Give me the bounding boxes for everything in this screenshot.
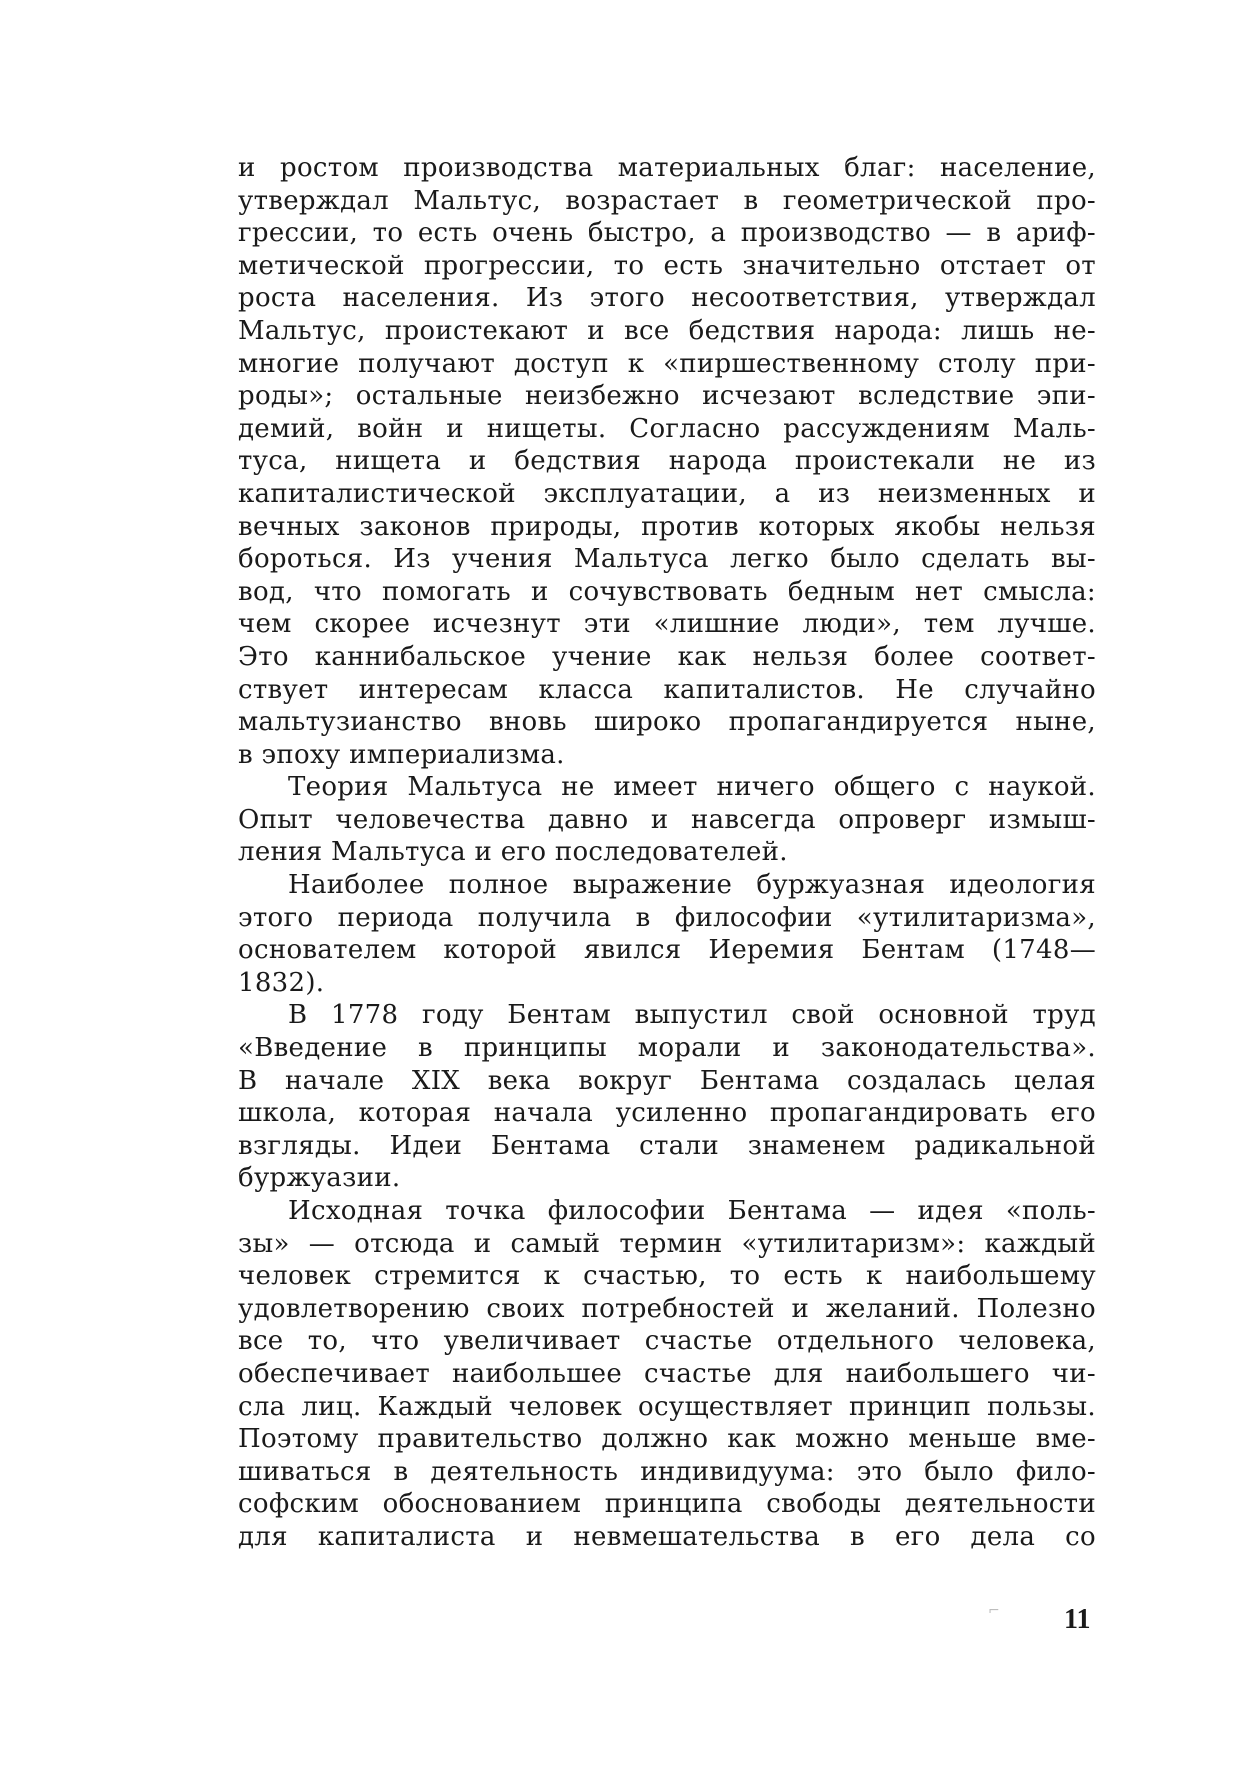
text-line: В 1778 году Бентам выпустил свой основной труд bbox=[288, 1000, 1096, 1031]
text-line: утверждал Мальтус, возрастает в геометрической про- bbox=[238, 185, 1096, 216]
text-line: буржуазии. bbox=[238, 1163, 401, 1194]
text-line: ления Мальтуса и его последователей. bbox=[238, 837, 788, 868]
text-line: все то, что увеличивает счастье отдельного человека, bbox=[238, 1326, 1096, 1357]
text-line: основателем которой явился Иеремия Бентам (1748— bbox=[238, 935, 1096, 966]
text-line: бороться. Из учения Мальтуса легко было сделать вы- bbox=[238, 544, 1096, 575]
text-line: для капиталиста и невмешательства в его дела со bbox=[238, 1521, 1096, 1552]
text-line: Мальтус, проистекают и все бедствия народа: лишь не- bbox=[238, 315, 1096, 346]
text-line: туса, нищета и бедствия народа проистекали не из bbox=[238, 446, 1096, 477]
text-line: Теория Мальтуса не имеет ничего общего с наукой. bbox=[288, 772, 1096, 803]
text-line: и ростом производства материальных благ: население, bbox=[238, 153, 1096, 183]
body-text bbox=[238, 152, 1096, 1554]
text-line: удовлетворению своих потребностей и желаний. Полезно bbox=[238, 1293, 1096, 1324]
text-line: в эпоху империализма. bbox=[238, 739, 565, 770]
text-line: 1832). bbox=[238, 967, 325, 998]
text-line: шиваться в деятельность индивидуума: это было фило- bbox=[238, 1456, 1096, 1487]
text-line: ствует интересам класса капиталистов. Не случайно bbox=[238, 674, 1096, 705]
text-line: Поэтому правительство должно как можно меньше вме- bbox=[238, 1424, 1096, 1455]
text-line: роста населения. Из этого несоответствия, утверждал bbox=[238, 283, 1096, 314]
text-line: грессии, то есть очень быстро, а производство — в ариф- bbox=[238, 218, 1096, 249]
text-line: Исходная точка философии Бентама — идея «поль- bbox=[288, 1196, 1096, 1226]
page-number: 11 bbox=[1064, 1604, 1091, 1635]
text-line: Наиболее полное выражение буржуазная идеология bbox=[288, 870, 1096, 901]
text-line: школа, которая начала усиленно пропагандировать его bbox=[238, 1098, 1096, 1129]
text-line: «Введение в принципы морали и законодательства». bbox=[238, 1033, 1096, 1064]
text-line: вечных законов природы, против которых якобы нельзя bbox=[238, 511, 1096, 542]
text-line: Это каннибальское учение как нельзя более соответ- bbox=[238, 641, 1096, 672]
text-line: Опыт человечества давно и навсегда опроверг измыш- bbox=[238, 804, 1096, 835]
text-line: взгляды. Идеи Бентама стали знаменем радикальной bbox=[238, 1130, 1096, 1161]
text-line: роды»; остальные неизбежно исчезают вследствие эпи- bbox=[238, 381, 1096, 412]
text-line: чем скорее исчезнут эти «лишние люди», тем лучше. bbox=[238, 609, 1096, 640]
text-line: многие получают доступ к «пиршественному столу при- bbox=[238, 348, 1096, 379]
print-speck: ⌐ bbox=[988, 1603, 1000, 1619]
text-line: мальтузианство вновь широко пропагандируется ныне, bbox=[238, 707, 1096, 738]
text-line: сла лиц. Каждый человек осуществляет принцип пользы. bbox=[238, 1391, 1096, 1422]
text-line: В начале XIX века вокруг Бентама создалась целая bbox=[238, 1065, 1096, 1096]
text-line: вод, что помогать и сочувствовать бедным нет смысла: bbox=[238, 576, 1096, 607]
text-line: демий, войн и нищеты. Согласно рассуждениям Маль- bbox=[238, 413, 1096, 444]
text-line: обеспечивает наибольшее счастье для наибольшего чи- bbox=[238, 1358, 1096, 1389]
text-line: человек стремится к счастью, то есть к наибольшему bbox=[238, 1261, 1096, 1292]
text-line: софским обоснованием принципа свободы деятельности bbox=[238, 1489, 1096, 1520]
text-line: зы» — отсюда и самый термин «утилитаризм»: каждый bbox=[238, 1228, 1096, 1259]
text-line: метической прогрессии, то есть значительно отстает от bbox=[238, 250, 1096, 281]
text-line: капиталистической эксплуатации, а из неизменных и bbox=[238, 478, 1096, 509]
text-line: этого периода получила в философии «утилитаризма», bbox=[238, 902, 1096, 933]
